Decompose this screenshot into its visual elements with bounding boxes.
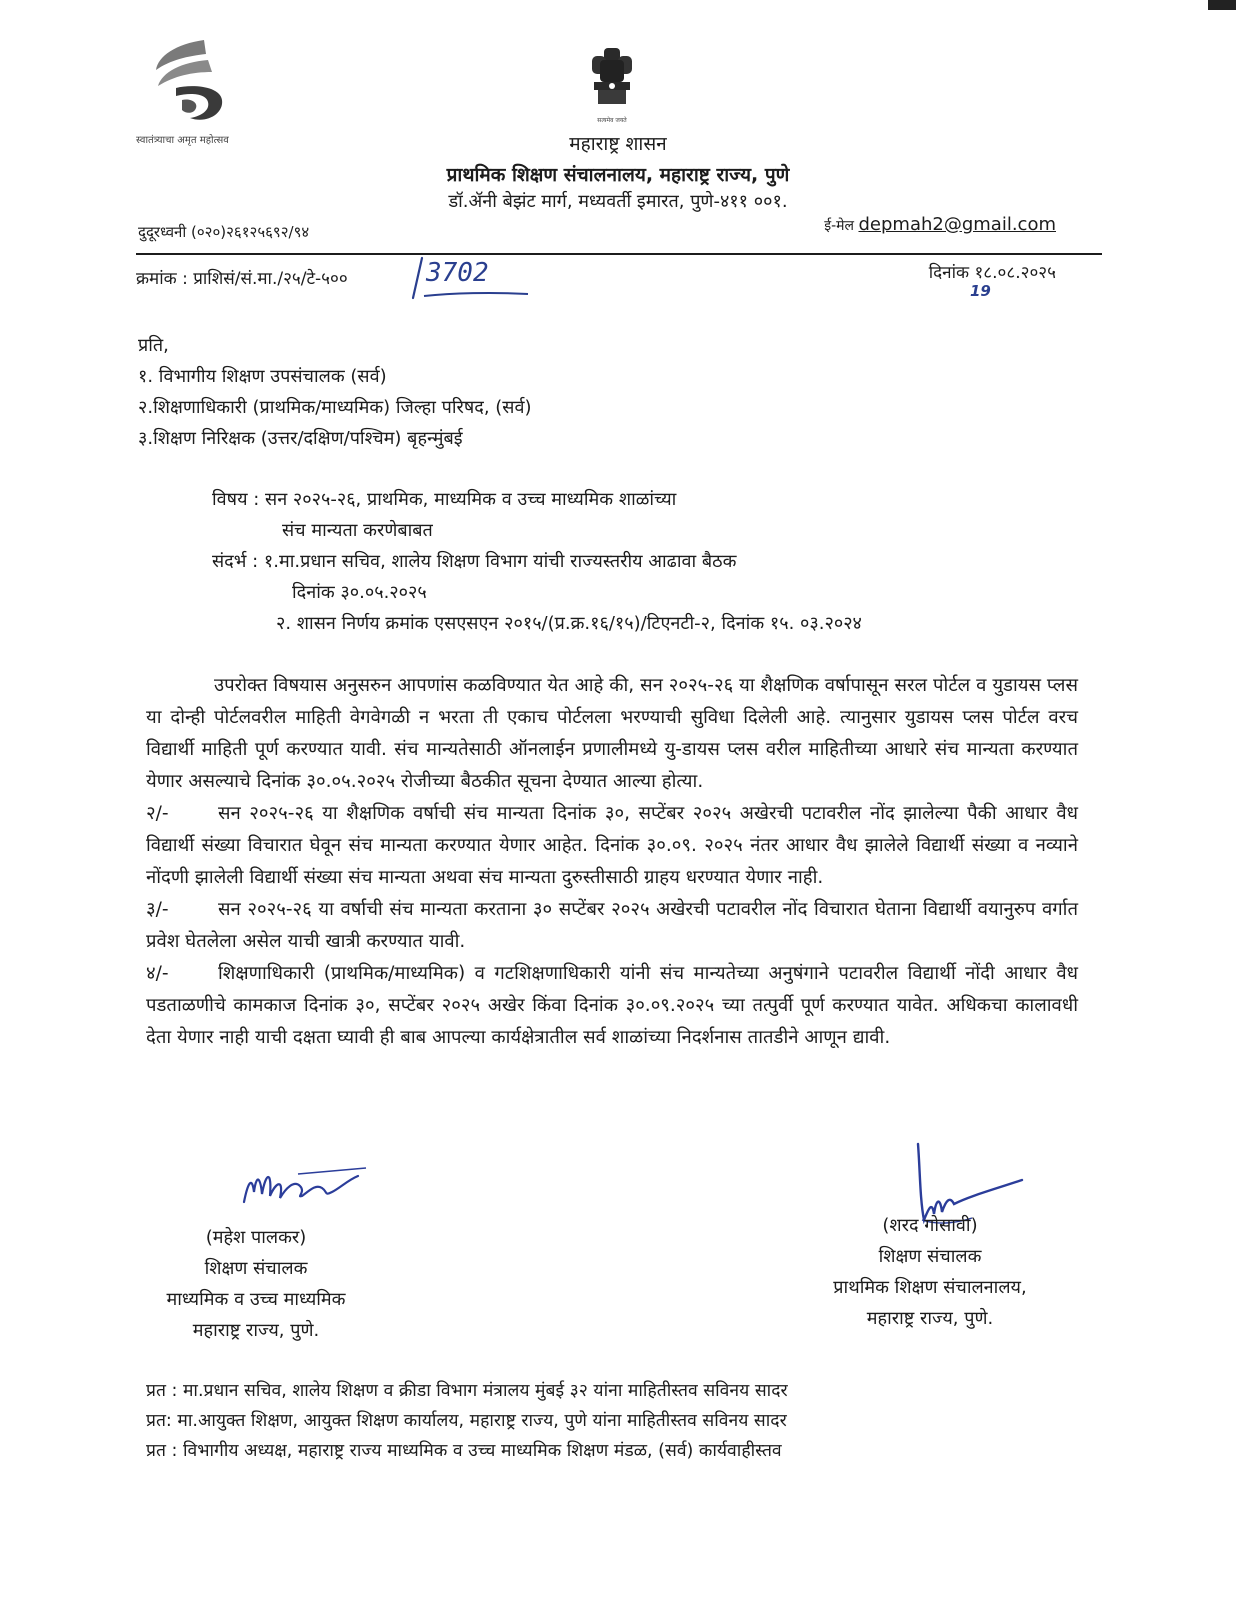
body-paragraph [146,958,1078,1054]
handwritten-outward-number: 3702 [426,258,489,288]
paragraph-text: सन २०२५-२६ या शैक्षणिक वर्षाची संच मान्यता दिनांक ३०, सप्टेंबर २०२५ अखेरची पटावरील नोंद झालेल्या पैकी आधार वैध विद्यार्थी संख्या विचारात घेवून संच मान्यता करण्यात येणार आहेत. दिनांक ३०.०९. २०२५ नंतर आधार वैध झालेले विद्यार्थी संख्या व नव्याने नोंदणी झालेली विद्यार्थी संख्या संच मान्यता अथवा संच मान्यता दुरुस्तीसाठी ग्राहय धरण्यात येणार नाही. [146,803,1078,888]
reference-line: २. शासन निर्णय क्रमांक एसएसएन २०१५/(प्र.क्र.१६/१५)/टिएनटी-२, दिनांक १५. ०३.२०२४ [276,613,862,634]
header-divider [136,253,1102,255]
email-line [824,214,1056,235]
signatory-designation: शिक्षण संचालक [204,1258,308,1279]
amrit-mahotsav-emblem-icon [136,30,246,130]
paragraph-number: २/- [146,803,169,824]
paragraph-text: शिक्षणाधिकारी (प्राथमिक/माध्यमिक) व गटशिक्षणाधिकारी यांनी संच मान्यतेच्या अनुषंगाने पटावरील विद्यार्थी नोंदी आधार वैध पडताळणीचे कामकाज दिनांक ३०, सप्टेंबर २०२५ अखेर किंवा दिनांक ३०.०९.२०२५ च्या तत्पुर्वी पूर्ण करण्यात यावेत. अधिकचा कालावधी देता येणार नाही याची दक्षता घ्यावी ही बाब आपल्या कार्यक्षेत्रातील सर्व शाळांच्या निदर्शनास तातडीने आणून द्यावी. [146,963,1078,1048]
recipient-item: १. विभागीय शिक्षण उपसंचालक (सर्व) [138,366,387,387]
copy-to-item: प्रत: मा.आयुक्त शिक्षण, आयुक्त शिक्षण कार्यालय, महाराष्ट्र राज्य, पुणे यांना माहितीस्तव सविनय सादर [146,1411,787,1431]
subject-line: विषय : सन २०२५-२६, प्राथमिक, माध्यमिक व उच्च माध्यमिक शाळांच्या [212,489,677,510]
salutation: प्रति, [138,335,169,356]
recipient-item: २.शिक्षणाधिकारी (प्राथमिक/माध्यमिक) जिल्हा परिषद, (सर्व) [138,397,532,418]
office-address: डॉ.ॲनी बेझंट मार्ग, मध्यवर्ती इमारत, पुणे-४११ ००१. [448,191,788,212]
azadi-ka-amrit-mahotsav-logo [136,30,276,146]
scan-corner-mark [1208,0,1236,10]
copy-to-item: प्रत : विभागीय अध्यक्ष, महाराष्ट्र राज्य माध्यमिक व उच्च माध्यमिक शिक्षण मंडळ, (सर्व) कार्यवाहीस्तव [146,1441,782,1461]
email-address: depmah2@gmail.com [858,214,1056,235]
subject-line: संच मान्यता करणेबाबत [282,520,433,541]
paragraph-text: सन २०२५-२६ या वर्षाची संच मान्यता करताना ३० सप्टेंबर २०२५ अखेरची पटावरील नोंद विचारात घेताना विद्यार्थी वयानुरुप वर्गात प्रवेश घेतलेला असेल याची खात्री करण्यात यावी. [146,899,1078,952]
reference-number: क्रमांक : प्राशिसं/सं.मा./२५/टे-५०० [136,269,348,289]
body-paragraph: उपरोक्त विषयास अनुसरुन आपणांस कळविण्यात येत आहे की, सन २०२५-२६ या शैक्षणिक वर्षापासून सरल पोर्टल व युडायस प्लस या दोन्ही पोर्टलवरील माहिती वेगवेगळी न भरता ती एकाच पोर्टलला भरण्याची सुविधा दिलेली आहे. त्यानुसार युडायस प्लस पोर्टल वरच विद्यार्थी माहिती पूर्ण करण्यात यावी. संच मान्यतेसाठी ऑनलाईन प्रणालीमध्ये यु-डायस प्लस वरील माहितीच्या आधारे संच मान्यता करण्यात येणार असल्याचे दिनांक ३०.०५.२०२५ रोजीच्या बैठकीत सूचना देण्यात आल्या होत्या. [146,675,1078,792]
ashoka-emblem-icon [582,46,642,112]
handwritten-date-correction: 19 [970,282,991,300]
reference-line: संदर्भ : १.मा.प्रधान सचिव, शालेय शिक्षण विभाग यांची राज्यस्तरीय आढावा बैठक [212,551,737,572]
letter-body [146,670,1078,1054]
signatory-department: प्राथमिक शिक्षण संचालनालय, [833,1277,1027,1298]
signature-space [146,1160,366,1222]
office-name: प्राथमिक शिक्षण संचालनालय, महाराष्ट्र राज्य, पुणे [446,164,790,186]
phone-number: दुदूरध्वनी (०२०)२६१२५६९२/९४ [138,223,310,241]
subject-block [212,484,862,639]
signatory-right [800,1210,1060,1334]
signatory-department: माध्यमिक व उच्च माध्यमिक [166,1289,346,1310]
signatory-name: (शरद गोसावी) [882,1215,978,1236]
copy-to-item: प्रत : मा.प्रधान सचिव, शालेय शिक्षण व क्रीडा विभाग मंत्रालय मुंबई ३२ यांना माहितीस्तव सविनय सादर [146,1381,788,1401]
signatory-left [146,1160,366,1346]
logo-caption: स्वातंत्र्याचा अमृत महोत्सव [136,135,229,146]
national-emblem [582,46,642,124]
reference-line: दिनांक ३०.०५.२०२५ [292,582,427,603]
government-name: महाराष्ट्र शासन [569,133,667,155]
copy-to-block [146,1376,788,1466]
signatory-location: महाराष्ट्र राज्य, पुणे. [192,1320,320,1341]
paragraph-number: ३/- [146,899,169,920]
paragraph-number: ४/- [146,963,169,984]
recipients-block [138,330,532,454]
recipient-item: ३.शिक्षण निरिक्षक (उत्तर/दक्षिण/पश्चिम) बृहन्मुंबई [138,428,463,449]
body-paragraph [146,894,1078,958]
handwritten-underline-icon [422,290,532,300]
signatory-designation: शिक्षण संचालक [878,1246,982,1267]
signatory-name: (महेश पालकर) [205,1227,307,1248]
signatory-location: महाराष्ट्र राज्य, पुणे. [866,1308,994,1329]
body-paragraph [146,798,1078,894]
emblem-motto: सत्यमेव जयते [597,117,627,124]
email-label: ई-मेल [824,218,855,234]
letter-date: दिनांक १८.०८.२०२५ [928,263,1056,283]
